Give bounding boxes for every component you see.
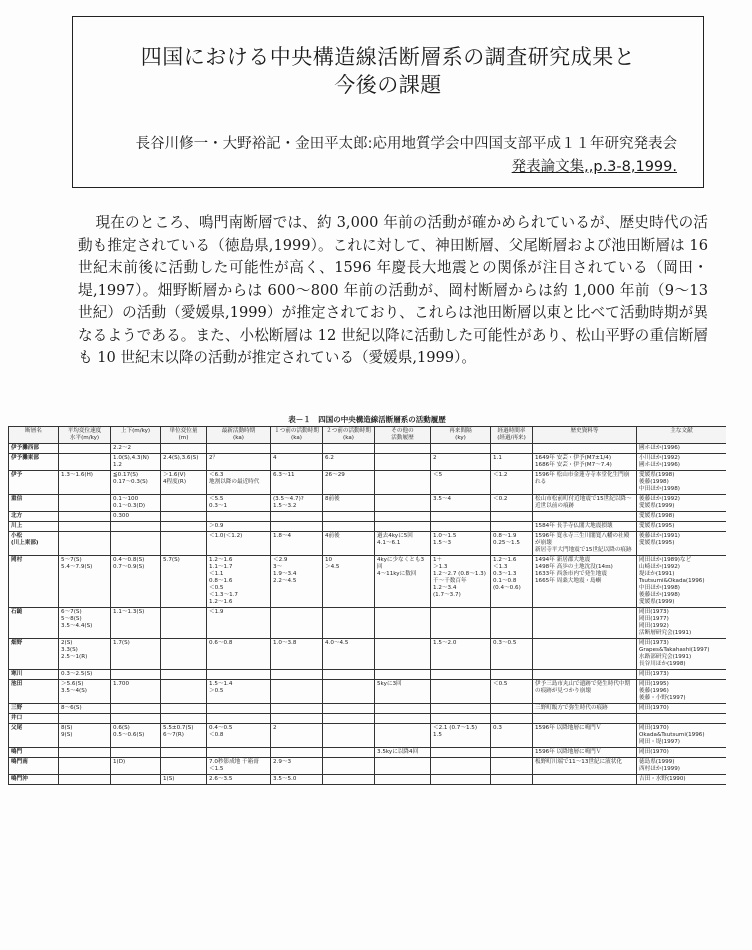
table-cell — [161, 714, 207, 724]
table-header-cell: ２つ前の活動時期 (ka) — [323, 427, 375, 444]
citation-line-1: 長谷川修一・大野裕記・金田平太郎:応用地質学会中四国支部平成１１年研究発表会 — [135, 136, 677, 152]
table-cell — [491, 512, 533, 522]
table-cell — [59, 512, 111, 522]
table-cell — [431, 670, 491, 680]
table-cell — [271, 512, 323, 522]
table-cell: 0.1～100 0.1～0.3(D) — [111, 495, 161, 512]
table-cell — [323, 775, 375, 785]
fault-name-cell: 石鎚 — [9, 608, 59, 639]
table-cell — [491, 444, 533, 454]
table-cell: 1(D) — [111, 758, 161, 775]
table-cell: 三野町飯方で弥生時代の痕跡 — [533, 704, 637, 714]
table-cell: 吉田・水野(1990) — [637, 775, 727, 785]
table-row — [9, 775, 727, 785]
table-cell: ≦0.17(S) 0.17～0.3(S) — [111, 471, 161, 495]
table-cell: 5～7(S) 5.4～7.9(S) — [59, 556, 111, 608]
table-row — [9, 714, 727, 724]
table-cell — [161, 608, 207, 639]
table-cell: 1.1～1.3(S) — [111, 608, 161, 639]
table-cell: ＜0.5 — [491, 680, 533, 704]
fault-name-cell: 川上 — [9, 522, 59, 532]
table-cell: ＜2.1 (0.7～1.5) 1.5 — [431, 724, 491, 748]
table-cell — [375, 495, 431, 512]
table-cell — [59, 758, 111, 775]
table-header-cell: その他の 活動履歴 — [375, 427, 431, 444]
table-cell — [431, 704, 491, 714]
table-cell: 26～29 — [323, 471, 375, 495]
document-title — [73, 43, 703, 99]
table-row — [9, 748, 727, 758]
table-body — [9, 444, 727, 785]
table-cell: 4kyに少なくとも3回 4～11kyに数回 — [375, 556, 431, 608]
table-cell: 岡田(1970) — [637, 704, 727, 714]
table-cell — [491, 608, 533, 639]
table-cell: 0.300 — [111, 512, 161, 522]
table-cell: 1.2～1.6 1.1～1.7 ＜1.1 0.8～1.6 ＜0.5 ＜1.3～1.7 1.2～1.6 — [207, 556, 271, 608]
table-cell — [375, 639, 431, 670]
fault-history-table — [8, 426, 726, 785]
table-cell — [323, 608, 375, 639]
table-cell — [375, 714, 431, 724]
table-cell — [271, 748, 323, 758]
table-cell — [491, 714, 533, 724]
table-cell: ＜1.2 — [491, 471, 533, 495]
table-cell — [59, 714, 111, 724]
table-cell — [207, 670, 271, 680]
table-cell — [59, 495, 111, 512]
table-cell — [431, 522, 491, 532]
table-cell — [375, 758, 431, 775]
table-cell — [533, 775, 637, 785]
table-cell — [431, 512, 491, 522]
table-row — [9, 680, 727, 704]
fault-name-cell: 井口 — [9, 714, 59, 724]
table-cell: 0.3 — [491, 724, 533, 748]
table-cell: 8～6(S) — [59, 704, 111, 714]
fault-name-cell: 伊予灘西部 — [9, 444, 59, 454]
fault-name-cell: 北方 — [9, 512, 59, 522]
table-cell — [491, 670, 533, 680]
table-cell: 4 — [271, 454, 323, 471]
table-cell — [271, 608, 323, 639]
table-cell: 1494年 新居郡大地震 1498年 高歩の土地沈没(14ｍ) 1633年 西条市内で発生地震 1665年 周桑大地震・島嶼 — [533, 556, 637, 608]
table-cell: 7.0秒影成地 千箱膏 ＜1.5 — [207, 758, 271, 775]
table-cell — [161, 495, 207, 512]
table-cell — [207, 444, 271, 454]
fault-name-cell: 池田 — [9, 680, 59, 704]
table-cell: 1596年 松山市金蓮寺寺本堂化生門崩れる — [533, 471, 637, 495]
table-cell: ＜5 — [431, 471, 491, 495]
table-cell: ＜1.9 — [207, 608, 271, 639]
table-cell: 5kyに3回 — [375, 680, 431, 704]
table-cell: 2 — [271, 724, 323, 748]
table-cell: 1.2～1.6 ＜1.3 0.3～1.3 0.1～0.8 (0.4～0.6) — [491, 556, 533, 608]
table-cell — [323, 512, 375, 522]
table-cell — [491, 704, 533, 714]
table-cell: 2.4(S),3.6(S) — [161, 454, 207, 471]
table-cell — [323, 680, 375, 704]
table-cell — [533, 444, 637, 454]
table-cell — [375, 704, 431, 714]
table-cell: 1.8～4 — [271, 532, 323, 556]
fault-history-table-section — [8, 412, 726, 944]
table-cell: 1596年 以降地層に鳴門Ｖ — [533, 748, 637, 758]
table-cell — [161, 748, 207, 758]
table-header-cell: 経過時間率 (経過/再来) — [491, 427, 533, 444]
table-cell — [161, 670, 207, 680]
table-header-cell: 平均変位速度 水平(m/ky) — [59, 427, 111, 444]
table-cell — [431, 758, 491, 775]
table-row — [9, 512, 727, 522]
title-line-1: 四国における中央構造線活断層系の調査研究成果と — [140, 45, 636, 69]
table-cell: 0.4～0.8(S) 0.7～0.9(S) — [111, 556, 161, 608]
table-cell — [323, 758, 375, 775]
table-cell: ＞1.6(V) 4程度(R) — [161, 471, 207, 495]
table-cell: 8前後 — [323, 495, 375, 512]
table-cell — [111, 775, 161, 785]
table-cell: 0.4～0.5 ＜0.8 — [207, 724, 271, 748]
table-cell: 2 — [431, 454, 491, 471]
table-header-cell: 再来間隔 (ky) — [431, 427, 491, 444]
table-cell — [207, 714, 271, 724]
table-cell: 1.1 — [491, 454, 533, 471]
table-cell — [111, 714, 161, 724]
table-cell: 0.3～2.5(S) — [59, 670, 111, 680]
table-cell: 松山市松前町付近地震で15世紀以降～近世以前の痕跡 — [533, 495, 637, 512]
table-cell: 伊予三島市丸山で遺跡で発生時代中期の痕跡が見つかり崩壊 — [533, 680, 637, 704]
table-cell — [431, 775, 491, 785]
table-cell — [533, 639, 637, 670]
table-cell — [375, 522, 431, 532]
table-cell: 1.3～1.6(H) — [59, 471, 111, 495]
table-cell: 愛媛県(1998) — [637, 512, 727, 522]
table-header-row — [9, 427, 727, 444]
table-cell: 岡田(1970) — [637, 748, 727, 758]
table-cell — [491, 522, 533, 532]
table-cell: ＜5.5 0.3～1 — [207, 495, 271, 512]
table-cell: 5.5±0.7(S) 6～7(R) — [161, 724, 207, 748]
table-cell: 板野町川端で11～13世紀に液状化 — [533, 758, 637, 775]
table-cell: ＞5.6(S) 3.5～4(S) — [59, 680, 111, 704]
table-cell: ＞0.9 — [207, 522, 271, 532]
fault-name-cell: 寒川 — [9, 670, 59, 680]
table-cell — [323, 444, 375, 454]
fault-name-cell: 重信 — [9, 495, 59, 512]
table-row — [9, 444, 727, 454]
table-cell: 2.6～3.5 — [207, 775, 271, 785]
fault-name-cell: 伊予 — [9, 471, 59, 495]
table-cell — [111, 704, 161, 714]
table-cell: 徳島県(1999) 西村ほか(1999) — [637, 758, 727, 775]
table-cell: 6.3～11 — [271, 471, 323, 495]
table-cell — [491, 748, 533, 758]
table-cell: 後藤ほか(1992) 愛媛県(1999) — [637, 495, 727, 512]
table-cell: 後藤ほか(1991) 愛媛県(1995) — [637, 532, 727, 556]
table-cell: 3.5kyに以降4回 — [375, 748, 431, 758]
fault-name-cell: 鳴門南 — [9, 758, 59, 775]
table-cell — [271, 704, 323, 714]
table-cell: 1.700 — [111, 680, 161, 704]
table-header-cell: 単位変位量 (m) — [161, 427, 207, 444]
table-cell: 3.5～4 — [431, 495, 491, 512]
table-cell — [59, 522, 111, 532]
table-cell: 4.0～4.5 — [323, 639, 375, 670]
table-cell — [59, 532, 111, 556]
table-cell — [431, 444, 491, 454]
table-cell: 6～7(S) 5～8(S) 3.5～4.4(S) — [59, 608, 111, 639]
fault-name-cell: 三野 — [9, 704, 59, 714]
body-paragraph-block — [78, 212, 708, 370]
table-cell — [161, 639, 207, 670]
table-row — [9, 522, 727, 532]
citation — [77, 133, 677, 179]
table-cell: 6.2 — [323, 454, 375, 471]
table-cell — [491, 775, 533, 785]
table-cell — [271, 444, 323, 454]
table-cell: 0.6(S) 0.5～0.6(S) — [111, 724, 161, 748]
table-cell — [161, 758, 207, 775]
table-cell: 1.7(S) — [111, 639, 161, 670]
table-row — [9, 724, 727, 748]
table-cell — [533, 670, 637, 680]
table-cell — [375, 512, 431, 522]
table-cell: 4前後 — [323, 532, 375, 556]
table-cell: ＜1.0(＜1.2) — [207, 532, 271, 556]
table-cell — [637, 714, 727, 724]
table-cell: 1(S) — [161, 775, 207, 785]
fault-name-cell: 父尾 — [9, 724, 59, 748]
table-cell — [323, 714, 375, 724]
table-cell: 0.3～0.5 — [491, 639, 533, 670]
table-cell — [271, 522, 323, 532]
table-cell: 0.8～1.9 0.25～1.5 — [491, 532, 533, 556]
table-cell: 岡田ほか(1989)など 山崎ほか(1992) 堤ほか(1991) Tsutsumi&Okada(1996) 中田ほか(1998) 後藤ほか(1998) 愛媛県(1999) — [637, 556, 727, 608]
table-cell — [271, 714, 323, 724]
table-cell: 國ホほか(1996) — [637, 444, 727, 454]
table-cell — [59, 748, 111, 758]
table-cell — [375, 444, 431, 454]
fault-name-cell: 畑野 — [9, 639, 59, 670]
table-cell — [323, 748, 375, 758]
table-cell — [161, 704, 207, 714]
table-row — [9, 454, 727, 471]
table-cell — [323, 522, 375, 532]
citation-line-2: 発表論文集,,p.3-8,1999. — [511, 159, 677, 175]
fault-name-cell: 鳴門沖 — [9, 775, 59, 785]
table-caption: 表－１ 四国の中央構造線活断層系の活動履歴 — [288, 415, 446, 424]
table-cell — [533, 608, 637, 639]
table-cell — [431, 714, 491, 724]
table-row — [9, 556, 727, 608]
table-cell: 2？ — [207, 454, 271, 471]
table-cell: 1.5～2.0 — [431, 639, 491, 670]
table-cell — [375, 775, 431, 785]
table-cell — [323, 704, 375, 714]
table-cell — [533, 714, 637, 724]
table-cell: ＜0.2 — [491, 495, 533, 512]
table-cell — [271, 680, 323, 704]
fault-name-cell: 伊予灘東部 — [9, 454, 59, 471]
table-cell — [111, 670, 161, 680]
table-cell — [323, 670, 375, 680]
table-cell: 岡田(1973) 岡田(1977) 岡田(1992) 活断層研究会(1991) — [637, 608, 727, 639]
table-cell — [161, 532, 207, 556]
table-cell: 5.7(S) — [161, 556, 207, 608]
table-header-cell: 最新活動時期 (ka) — [207, 427, 271, 444]
table-cell — [375, 670, 431, 680]
table-cell: 1.5～1.4 ＞0.5 — [207, 680, 271, 704]
table-cell — [59, 444, 111, 454]
table-cell: 愛媛県(1995) — [637, 522, 727, 532]
body-paragraph: 現在のところ、鳴門南断層では、約 3,000 年前の活動が確かめられているが、歴史時代の活動も推定されている（徳島県,1999）。これに対して、神田断層、父尾断層および池田断層は 16 世紀末前後に活動した可能性が高く、1596 年慶長大地震との関係が注目されている（岡田・堤,1997）。畑野断層からは 600～800 年前の活動が、岡村断層からは約 1,000 年前（9～13 世紀）の活動（愛媛県,1999）が推定されており、これらは池田断層以東と比べて活動時期が異なるようである。また、小松断層は 12 世紀以降に活動した可能性があり、松山平野の重信断層も 10 世紀末以降の活動が推定されている（愛媛県,1999）。 — [78, 214, 708, 366]
table-cell: 岡田(1973) — [637, 670, 727, 680]
table-row — [9, 704, 727, 714]
table-cell: 1649年 安芸・伊予(M7±1/4) 1686年 安芸・伊予(M7～7.4) — [533, 454, 637, 471]
table-cell: 10 ＞4.5 — [323, 556, 375, 608]
table-cell — [271, 670, 323, 680]
table-cell: 3.5～5.0 — [271, 775, 323, 785]
table-cell: 2(S) 3.3(S) 2.5～1(R) — [59, 639, 111, 670]
table-cell — [161, 522, 207, 532]
table-cell — [111, 748, 161, 758]
table-row — [9, 670, 727, 680]
table-cell — [431, 680, 491, 704]
table-cell: ＜6.3 地割以降の最近時代 — [207, 471, 271, 495]
table-cell — [59, 454, 111, 471]
table-header-cell: 上下(m/ky) — [111, 427, 161, 444]
table-row — [9, 639, 727, 670]
table-cell: 1.0～3.8 — [271, 639, 323, 670]
table-cell: 岡田(1970) Okada&Tsutsumi(1996) 岡田・堤(1997) — [637, 724, 727, 748]
table-cell — [533, 512, 637, 522]
table-cell — [161, 512, 207, 522]
table-cell — [59, 775, 111, 785]
table-cell — [375, 454, 431, 471]
fault-name-cell: 岡村 — [9, 556, 59, 608]
table-cell — [375, 724, 431, 748]
table-cell — [111, 522, 161, 532]
table-header-cell: 歴史資料等 — [533, 427, 637, 444]
table-row — [9, 758, 727, 775]
table-cell: 岡田(1995) 後藤(1996) 後藤・小野(1997) — [637, 680, 727, 704]
table-cell: 1596年 以降地層に鳴門Ｖ — [533, 724, 637, 748]
table-row — [9, 495, 727, 512]
table-cell: 過去4kyに5回 4.1～6.1 — [375, 532, 431, 556]
table-cell: 1584年 長手寺仏閣大地震損壊 — [533, 522, 637, 532]
table-cell — [111, 532, 161, 556]
table-cell: 0.6～0.8 — [207, 639, 271, 670]
table-cell — [431, 748, 491, 758]
table-cell: 2.9～3 — [271, 758, 323, 775]
table-cell: 8(S) 9(S) — [59, 724, 111, 748]
table-cell: 1.0～1.5 1.5～3 — [431, 532, 491, 556]
table-cell — [431, 608, 491, 639]
table-cell — [375, 471, 431, 495]
header-box — [72, 16, 704, 188]
table-cell: 愛媛県(1998) 後藤(1998) 中田ほか(1998) — [637, 471, 727, 495]
table-cell — [161, 680, 207, 704]
table-header-cell: １つ前の活動時期 (ka) — [271, 427, 323, 444]
table-cell — [207, 512, 271, 522]
table-cell — [161, 444, 207, 454]
table-cell: ＜2.9 3～ 1.9～3.4 2.2～4.5 — [271, 556, 323, 608]
table-cell: 2.2～2 — [111, 444, 161, 454]
table-row — [9, 471, 727, 495]
table-cell — [491, 758, 533, 775]
table-cell — [207, 704, 271, 714]
table-row — [9, 608, 727, 639]
table-cell: 小川ほか(1992) 國ホほか(1996) — [637, 454, 727, 471]
table-header-cell: 断層名 — [9, 427, 59, 444]
table-cell — [375, 608, 431, 639]
table-cell — [323, 724, 375, 748]
table-header-cell: 主な文献 — [637, 427, 727, 444]
table-cell: 1＋ ＞1.3 1.2～2.7 (0.8～1.3) 千～千数百年 1.2～3.4 (1.7～3.7) — [431, 556, 491, 608]
table-cell: 岡田(1973) Grapes&Takahashi(1997) 水路部研究会(1991) 長谷川ほか(1998) — [637, 639, 727, 670]
table-cell — [207, 748, 271, 758]
table-cell: 1.0(S),4.3(N) 1.2 — [111, 454, 161, 471]
fault-name-cell: 鳴門 — [9, 748, 59, 758]
table-cell: (3.5～4.7)? 1.5～3.2 — [271, 495, 323, 512]
title-line-2: 今後の課題 — [334, 73, 442, 97]
table-row — [9, 532, 727, 556]
fault-name-cell: 小松 (川上東部) — [9, 532, 59, 556]
table-cell: 1596年 寛永寺三生川閣寛八幡の社殿が崩壊 新居寺平大門地震で15世紀以降の痕跡 — [533, 532, 637, 556]
